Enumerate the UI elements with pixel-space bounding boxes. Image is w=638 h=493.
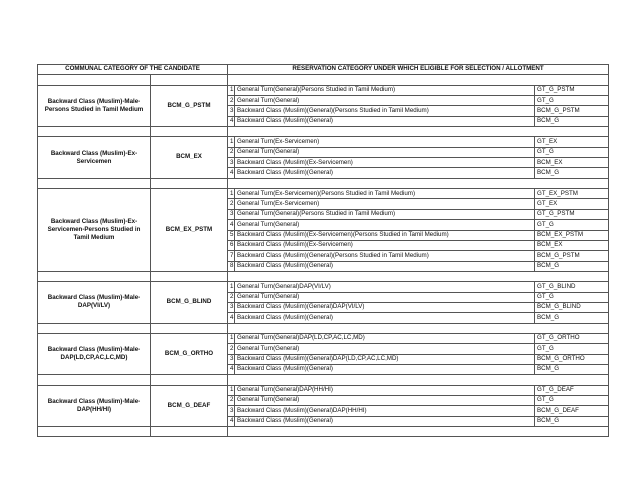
- preference-number: 6: [228, 240, 235, 250]
- communal-category-cell: Backward Class (Muslim)-Ex-Servicemen-Persons Studied in Tamil Medium: [38, 189, 151, 272]
- spacer-row: [38, 271, 609, 281]
- communal-code-cell: BCM_G_BLIND: [151, 282, 228, 323]
- reservation-description: General Turn(Ex-Servicemen): [235, 137, 535, 147]
- table-row: [38, 137, 609, 147]
- reservation-description: Backward Class (Muslim)(General)(Persons Studied in Tamil Medium): [235, 106, 535, 116]
- spacer-cell: [151, 127, 228, 137]
- table-row: [38, 385, 609, 395]
- spacer-cell: [151, 75, 228, 85]
- preference-number: 4: [228, 364, 235, 374]
- preference-number: 3: [228, 302, 235, 312]
- spacer-row: [38, 75, 609, 85]
- reservation-code: GT_G: [535, 220, 609, 230]
- table-row: [38, 189, 609, 199]
- reservation-description: Backward Class (Muslim)(Ex-Servicemen): [235, 240, 535, 250]
- spacer-cell: [151, 375, 228, 385]
- spacer-cell: [151, 178, 228, 188]
- reservation-code: BCM_EX: [535, 158, 609, 168]
- reservation-code: BCM_G: [535, 364, 609, 374]
- reservation-description: General Turn(General)DAP(HH/HI): [235, 385, 535, 395]
- spacer-cell: [38, 323, 151, 333]
- spacer-row: [38, 427, 609, 437]
- header-row: [38, 65, 609, 75]
- reservation-table: [37, 64, 609, 437]
- reservation-code: BCM_G_BLIND: [535, 302, 609, 312]
- reservation-code: GT_EX: [535, 199, 609, 209]
- communal-code-cell: BCM_G_DEAF: [151, 385, 228, 426]
- communal-code-cell: BCM_EX: [151, 137, 228, 178]
- table-row: [38, 85, 609, 95]
- preference-number: 1: [228, 85, 235, 95]
- spacer-row: [38, 127, 609, 137]
- spacer-cell: [228, 127, 609, 137]
- reservation-description: General Turn(General): [235, 344, 535, 354]
- preference-number: 4: [228, 416, 235, 426]
- preference-number: 3: [228, 406, 235, 416]
- reservation-code: BCM_G_PSTM: [535, 106, 609, 116]
- reservation-code: BCM_EX_PSTM: [535, 230, 609, 240]
- spacer-cell: [38, 375, 151, 385]
- communal-category-cell: Backward Class (Muslim)-Male-DAP(LD,CP,AC,LC,MD): [38, 333, 151, 374]
- spacer-cell: [38, 127, 151, 137]
- reservation-code: GT_G: [535, 344, 609, 354]
- spacer-row: [38, 178, 609, 188]
- preference-number: 4: [228, 116, 235, 126]
- reservation-code: BCM_G: [535, 313, 609, 323]
- reservation-description: General Turn(General)(Persons Studied in Tamil Medium): [235, 209, 535, 219]
- reservation-code: BCM_G: [535, 168, 609, 178]
- spacer-cell: [151, 323, 228, 333]
- preference-number: 1: [228, 333, 235, 343]
- header-communal-category: COMMUNAL CATEGORY OF THE CANDIDATE: [38, 65, 228, 75]
- reservation-code: GT_G: [535, 396, 609, 406]
- spacer-cell: [228, 375, 609, 385]
- reservation-description: Backward Class (Muslim)(General)DAP(LD,CP,AC,LC,MD): [235, 354, 535, 364]
- reservation-code: GT_G_PSTM: [535, 85, 609, 95]
- spacer-cell: [151, 427, 228, 437]
- reservation-description: General Turn(Ex-Servicemen): [235, 199, 535, 209]
- reservation-description: General Turn(General): [235, 147, 535, 157]
- reservation-description: General Turn(General): [235, 220, 535, 230]
- reservation-code: GT_G_DEAF: [535, 385, 609, 395]
- communal-category-cell: Backward Class (Muslim)-Ex-Servicemen: [38, 137, 151, 178]
- reservation-code: BCM_G: [535, 416, 609, 426]
- preference-number: 3: [228, 354, 235, 364]
- preference-number: 7: [228, 251, 235, 261]
- communal-category-cell: Backward Class (Muslim)-Male-DAP(HH/HI): [38, 385, 151, 426]
- preference-number: 2: [228, 292, 235, 302]
- reservation-code: BCM_G_ORTHO: [535, 354, 609, 364]
- preference-number: 3: [228, 209, 235, 219]
- preference-number: 3: [228, 158, 235, 168]
- preference-number: 3: [228, 106, 235, 116]
- table-row: [38, 333, 609, 343]
- spacer-cell: [228, 427, 609, 437]
- preference-number: 2: [228, 147, 235, 157]
- communal-code-cell: BCM_EX_PSTM: [151, 189, 228, 272]
- reservation-description: Backward Class (Muslim)(General): [235, 313, 535, 323]
- spacer-cell: [228, 323, 609, 333]
- reservation-description: Backward Class (Muslim)(General)DAP(HH/HI): [235, 406, 535, 416]
- preference-number: 5: [228, 230, 235, 240]
- reservation-description: Backward Class (Muslim)(Ex-Servicemen)(Persons Studied in Tamil Medium): [235, 230, 535, 240]
- reservation-description: General Turn(General): [235, 96, 535, 106]
- preference-number: 8: [228, 261, 235, 271]
- spacer-cell: [228, 178, 609, 188]
- reservation-code: BCM_G: [535, 116, 609, 126]
- communal-category-cell: Backward Class (Muslim)-Male-Persons Studied in Tamil Medium: [38, 85, 151, 126]
- communal-code-cell: BCM_G_ORTHO: [151, 333, 228, 374]
- table-row: [38, 282, 609, 292]
- spacer-cell: [38, 75, 151, 85]
- reservation-code: BCM_G_DEAF: [535, 406, 609, 416]
- preference-number: 2: [228, 344, 235, 354]
- spacer-row: [38, 375, 609, 385]
- reservation-code: GT_G: [535, 147, 609, 157]
- reservation-description: General Turn(General)(Persons Studied in Tamil Medium): [235, 85, 535, 95]
- reservation-description: Backward Class (Muslim)(General)(Persons Studied in Tamil Medium): [235, 251, 535, 261]
- spacer-cell: [228, 75, 609, 85]
- preference-number: 2: [228, 96, 235, 106]
- reservation-code: GT_G_BLIND: [535, 282, 609, 292]
- preference-number: 1: [228, 189, 235, 199]
- preference-number: 1: [228, 137, 235, 147]
- reservation-description: General Turn(General)DAP(LD,CP,AC,LC,MD): [235, 333, 535, 343]
- reservation-description: Backward Class (Muslim)(General): [235, 168, 535, 178]
- reservation-code: GT_G_PSTM: [535, 209, 609, 219]
- reservation-description: Backward Class (Muslim)(General): [235, 364, 535, 374]
- preference-number: 4: [228, 220, 235, 230]
- reservation-description: Backward Class (Muslim)(General): [235, 116, 535, 126]
- reservation-description: Backward Class (Muslim)(Ex-Servicemen): [235, 158, 535, 168]
- reservation-code: GT_G: [535, 96, 609, 106]
- reservation-code: GT_G: [535, 292, 609, 302]
- preference-number: 2: [228, 199, 235, 209]
- spacer-cell: [151, 271, 228, 281]
- reservation-code: BCM_EX: [535, 240, 609, 250]
- preference-number: 1: [228, 282, 235, 292]
- header-reservation-category: RESERVATION CATEGORY UNDER WHICH ELIGIBLE FOR SELECTION / ALLOTMENT: [228, 65, 609, 75]
- preference-number: 4: [228, 313, 235, 323]
- reservation-code: BCM_G_PSTM: [535, 251, 609, 261]
- communal-category-cell: Backward Class (Muslim)-Male-DAP(VI/LV): [38, 282, 151, 323]
- reservation-description: General Turn(General): [235, 396, 535, 406]
- spacer-cell: [38, 427, 151, 437]
- communal-code-cell: BCM_G_PSTM: [151, 85, 228, 126]
- reservation-description: General Turn(General): [235, 292, 535, 302]
- preference-number: 1: [228, 385, 235, 395]
- reservation-code: GT_EX: [535, 137, 609, 147]
- preference-number: 4: [228, 168, 235, 178]
- spacer-cell: [38, 178, 151, 188]
- reservation-code: BCM_G: [535, 261, 609, 271]
- reservation-description: Backward Class (Muslim)(General): [235, 416, 535, 426]
- reservation-description: General Turn(General)DAP(VI/LV): [235, 282, 535, 292]
- preference-number: 2: [228, 396, 235, 406]
- reservation-code: GT_EX_PSTM: [535, 189, 609, 199]
- reservation-description: Backward Class (Muslim)(General)DAP(VI/LV): [235, 302, 535, 312]
- reservation-description: Backward Class (Muslim)(General): [235, 261, 535, 271]
- table-body: [38, 75, 609, 437]
- reservation-description: General Turn(Ex-Servicemen)(Persons Studied in Tamil Medium): [235, 189, 535, 199]
- spacer-row: [38, 323, 609, 333]
- reservation-code: GT_G_ORTHO: [535, 333, 609, 343]
- spacer-cell: [38, 271, 151, 281]
- spacer-cell: [228, 271, 609, 281]
